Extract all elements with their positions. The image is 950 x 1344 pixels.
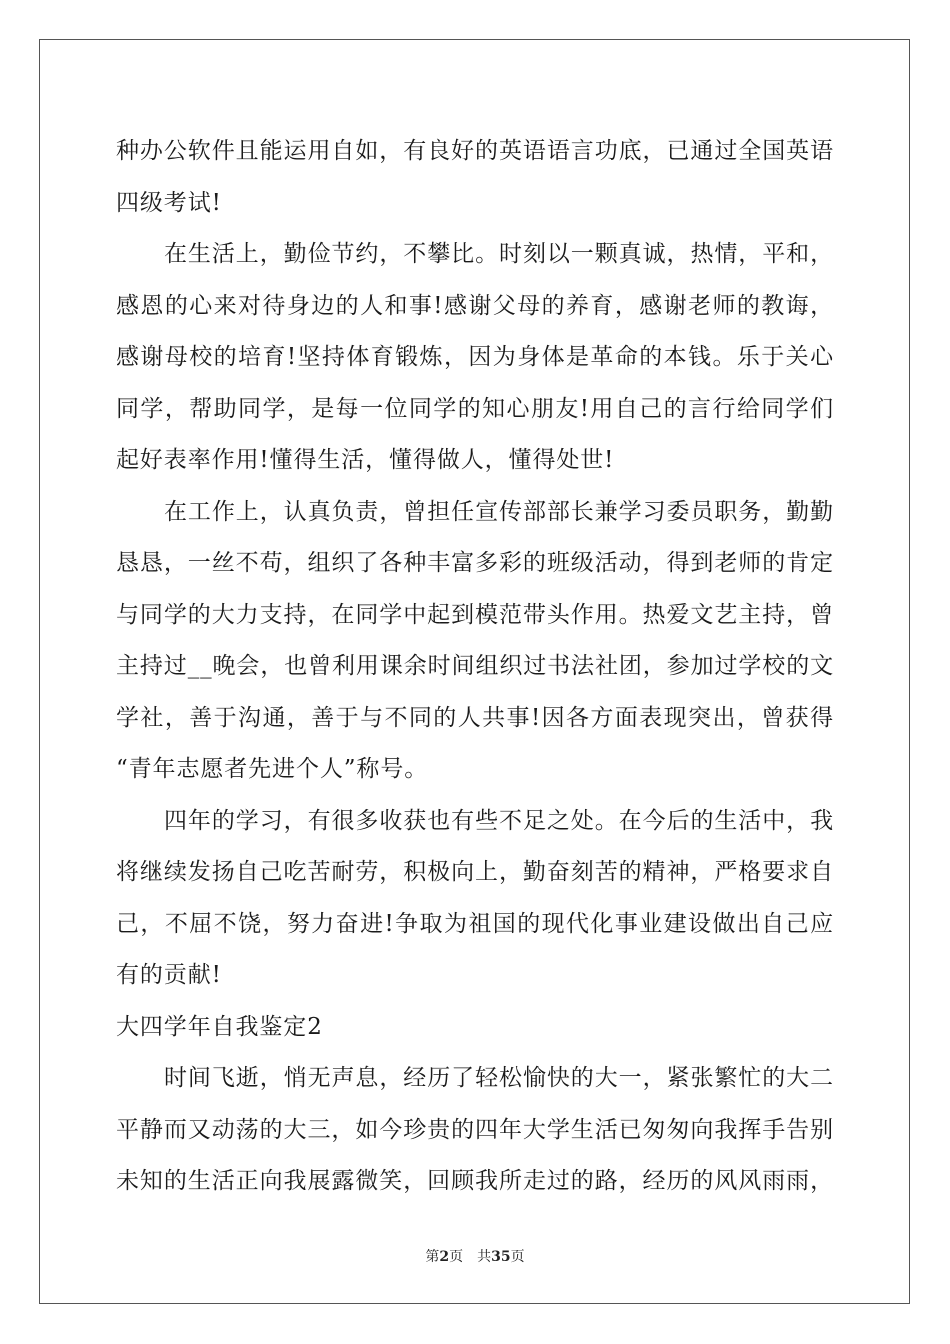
text-line: 学社，善于沟通，善于与不同的人共事!因各方面表现突出，曾获得 bbox=[116, 704, 834, 731]
text-line: 四级考试! bbox=[116, 189, 222, 216]
text-line: “青年志愿者先进个人”称号。 bbox=[116, 756, 429, 782]
text-line: 起好表率作用!懂得生活，懂得做人，懂得处世! bbox=[116, 447, 615, 473]
text-line: 有的贡献! bbox=[116, 962, 222, 988]
page-unit: 页 bbox=[449, 1249, 464, 1265]
total-unit: 页 bbox=[510, 1249, 525, 1265]
total-page-count: 35 bbox=[491, 1249, 511, 1265]
paragraph-start-line: 时间飞逝，悄无声息，经历了轻松愉快的大一，紧张繁忙的大二 bbox=[164, 1065, 834, 1091]
text-line: 己，不屈不饶，努力奋进!争取为祖国的现代化事业建设做出自己应 bbox=[116, 910, 834, 937]
text-line: 恳恳，一丝不苟，组织了各种丰富多彩的班级活动，得到老师的肯定 bbox=[116, 550, 834, 576]
paragraph-start-line: 在生活上，勤俭节约，不攀比。时刻以一颗真诚，热情，平和， bbox=[164, 241, 834, 267]
paragraph-start-line: 在工作上，认真负责，曾担任宣传部部长兼学习委员职务，勤勤 bbox=[164, 498, 834, 525]
current-page-number: 2 bbox=[439, 1249, 450, 1265]
section-heading: 大四学年自我鉴定2 bbox=[116, 1013, 323, 1040]
page-prefix: 第 bbox=[425, 1249, 440, 1265]
text-line: 同学，帮助同学，是每一位同学的知心朋友!用自己的言行给同学们 bbox=[116, 395, 834, 422]
paragraph-start-line: 四年的学习，有很多收获也有些不足之处。在今后的生活中，我 bbox=[164, 807, 834, 834]
text-line: 未知的生活正向我展露微笑，回顾我所走过的路，经历的风风雨雨， bbox=[116, 1168, 834, 1194]
text-line: 与同学的大力支持，在同学中起到模范带头作用。热爱文艺主持，曾 bbox=[116, 601, 834, 628]
text-line: 感恩的心来对待身边的人和事!感谢父母的养育，感谢老师的教诲， bbox=[116, 292, 834, 319]
text-line: 感谢母校的培育!坚持体育锻炼，因为身体是革命的本钱。乐于关心 bbox=[116, 344, 834, 370]
document-body bbox=[116, 126, 834, 1208]
total-prefix: 共 bbox=[477, 1249, 492, 1265]
page-footer bbox=[0, 1246, 950, 1266]
text-line: 将继续发扬自己吃苦耐劳，积极向上，勤奋刻苦的精神，严格要求自 bbox=[116, 859, 834, 885]
text-line: 主持过__晚会，也曾利用课余时间组织过书法社团，参加过学校的文 bbox=[116, 653, 834, 679]
text-line: 平静而又动荡的大三，如今珍贵的四年大学生活已匆匆向我挥手告别 bbox=[116, 1116, 834, 1143]
text-line: 种办公软件且能运用自如，有良好的英语语言功底，已通过全国英语 bbox=[116, 138, 834, 164]
